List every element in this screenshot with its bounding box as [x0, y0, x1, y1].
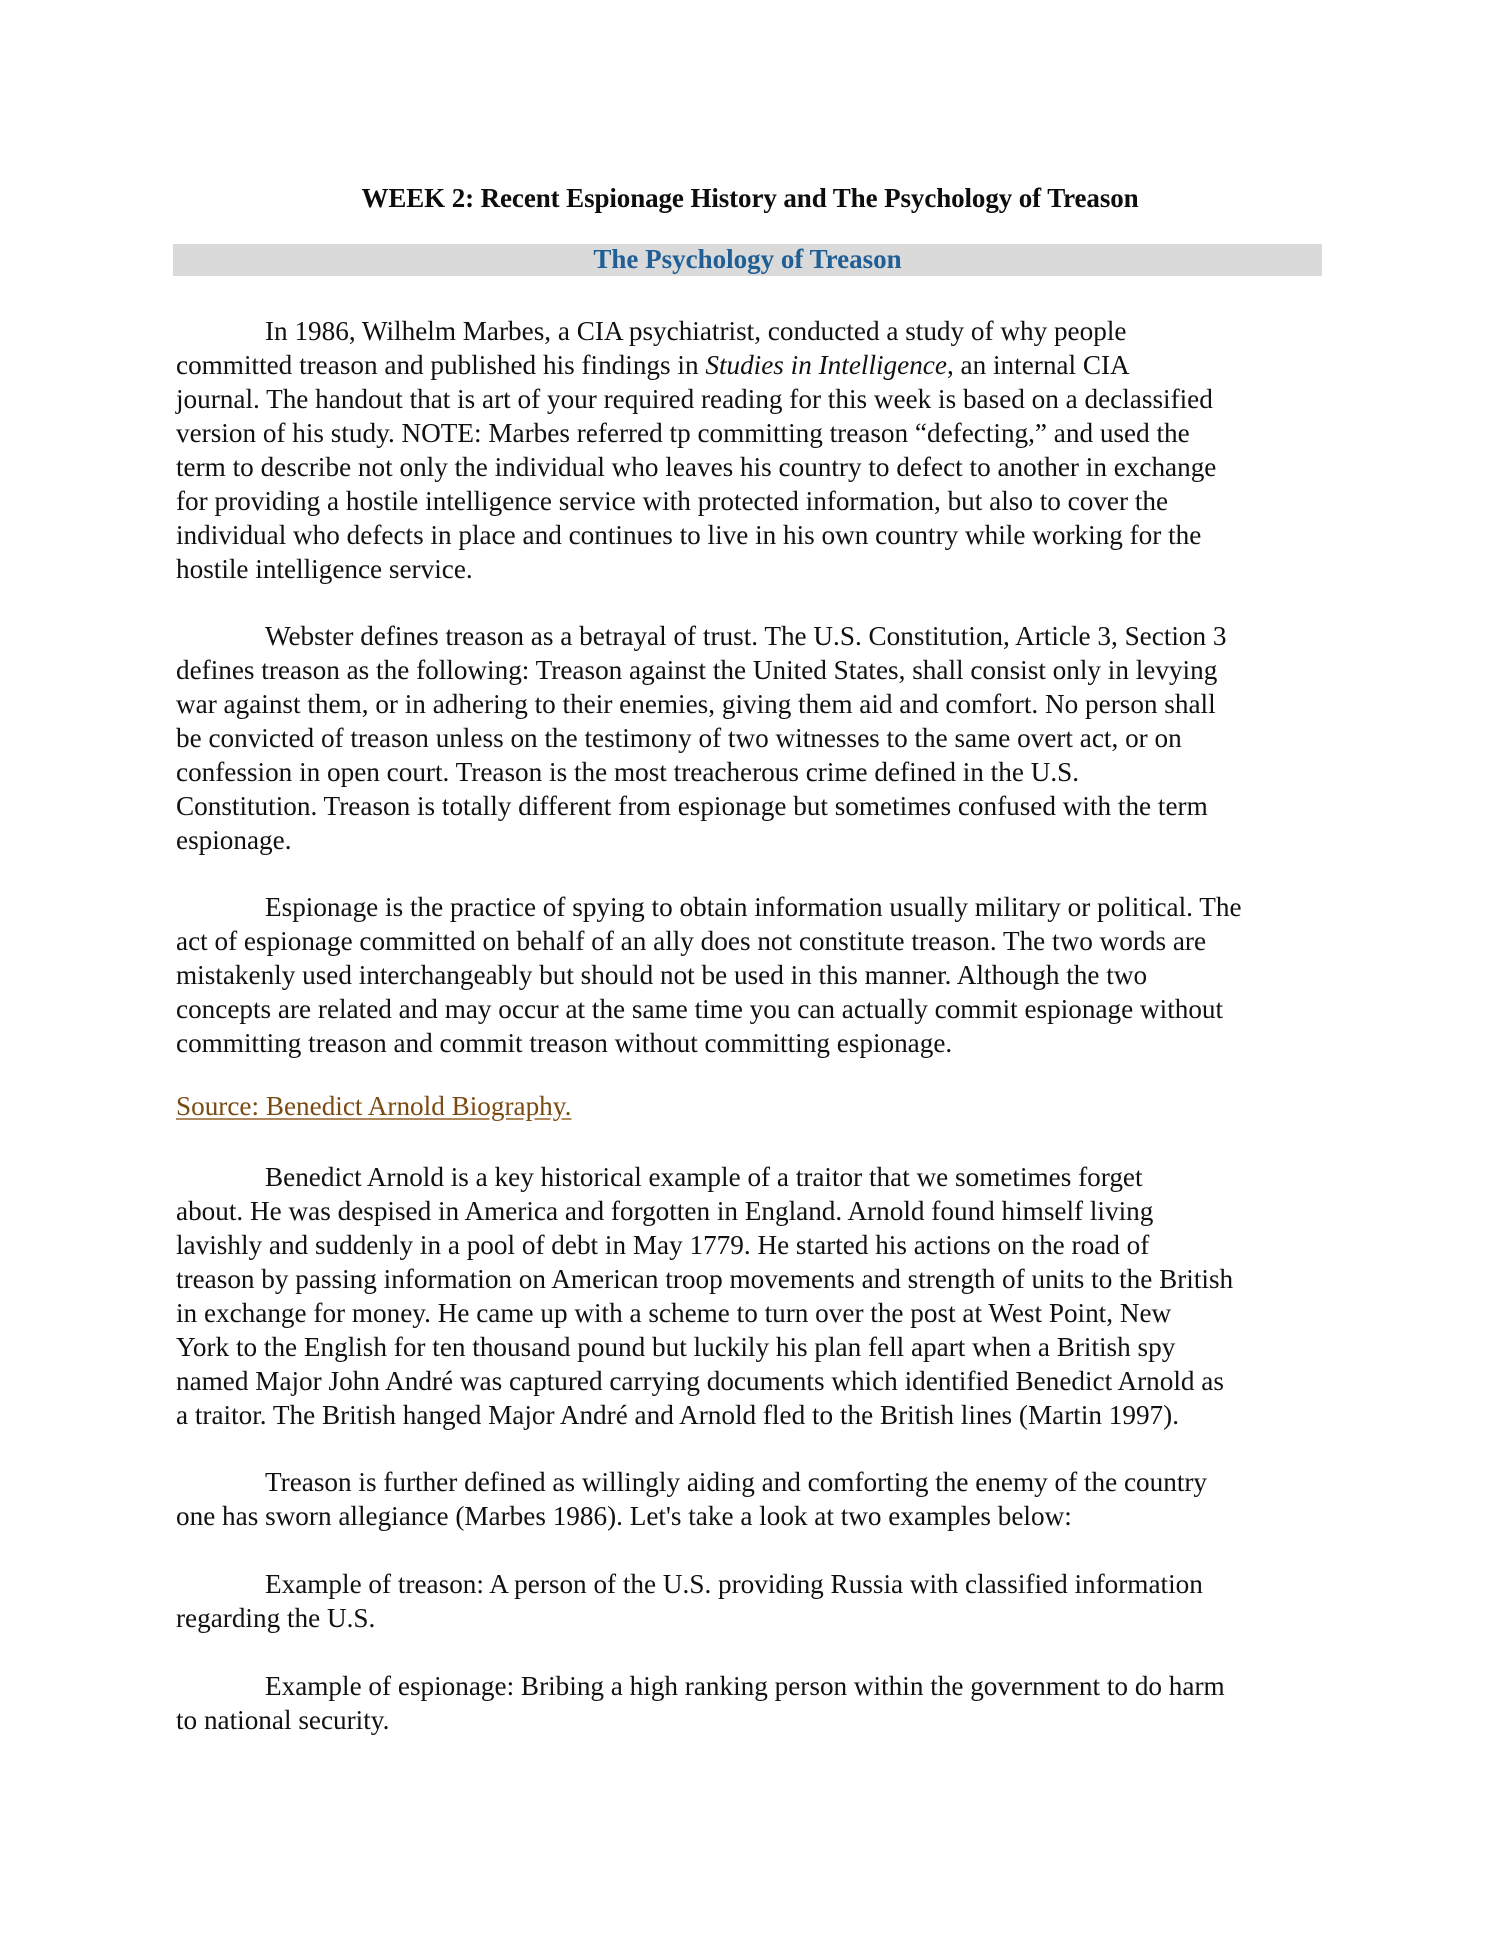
paragraph-line: mistakenly used interchangeably but should not be used in this manner. Although the two — [176, 960, 1148, 990]
journal-title-italic: Studies in Intelligence — [705, 350, 947, 380]
paragraph-line: to national security. — [176, 1705, 390, 1735]
paragraph-line: lavishly and suddenly in a pool of debt in May 1779. He started his actions on the road of — [176, 1230, 1150, 1260]
paragraph-line: individual who defects in place and continues to live in his own country while working for the — [176, 520, 1202, 550]
paragraph-line: term to describe not only the individual who leaves his country to defect to another in exchange — [176, 452, 1217, 482]
paragraph-line: one has sworn allegiance (Marbes 1986). Let's take a look at two examples below: — [176, 1501, 1072, 1531]
source-link-benedict-arnold-biography[interactable]: Source: Benedict Arnold Biography. — [176, 1091, 572, 1121]
paragraph-line: about. He was despised in America and forgotten in England. Arnold found himself living — [176, 1196, 1154, 1226]
paragraph-line: concepts are related and may occur at the same time you can actually commit espionage without — [176, 994, 1224, 1024]
text-run: committed treason and published his findings in — [176, 350, 706, 380]
paragraph-line: in exchange for money. He came up with a scheme to turn over the post at West Point, New — [176, 1298, 1172, 1328]
paragraph-line: named Major John André was captured carrying documents which identified Benedict Arnold as — [176, 1366, 1224, 1396]
paragraph-line: treason by passing information on American troop movements and strength of units to the British — [176, 1264, 1234, 1294]
paragraph-line: confession in open court. Treason is the most treacherous crime defined in the U.S. — [176, 757, 1080, 787]
paragraph-line: Constitution. Treason is totally different from espionage but sometimes confused with the term — [176, 791, 1208, 821]
paragraph-line: journal. The handout that is art of your required reading for this week is based on a declassified — [176, 384, 1213, 414]
page-title: WEEK 2: Recent Espionage History and The Psychology of Treason — [361, 183, 1139, 213]
paragraph-line: hostile intelligence service. — [176, 554, 473, 584]
paragraph-line: Example of espionage: Bribing a high ranking person within the government to do harm — [265, 1671, 1225, 1701]
paragraph-line: York to the English for ten thousand pound but luckily his plan fell apart when a British spy — [176, 1332, 1176, 1362]
paragraph-line: Treason is further defined as willingly aiding and comforting the enemy of the country — [265, 1467, 1208, 1497]
paragraph-line: Example of treason: A person of the U.S. providing Russia with classified information — [265, 1569, 1203, 1599]
paragraph-line: act of espionage committed on behalf of an ally does not constitute treason. The two words are — [176, 926, 1207, 956]
paragraph-line: Benedict Arnold is a key historical example of a traitor that we sometimes forget — [265, 1162, 1143, 1192]
paragraph-line: Webster defines treason as a betrayal of trust. The U.S. Constitution, Article 3, Section 3 — [265, 621, 1227, 651]
section-heading-bar — [173, 244, 1322, 276]
text-run: , an internal CIA — [946, 350, 1130, 380]
paragraph-line: In 1986, Wilhelm Marbes, a CIA psychiatrist, conducted a study of why people — [265, 316, 1127, 346]
paragraph-line: a traitor. The British hanged Major André and Arnold fled to the British lines (Martin 1997). — [176, 1400, 1179, 1430]
paragraph-line: espionage. — [176, 825, 292, 855]
paragraph-line: be convicted of treason unless on the testimony of two witnesses to the same overt act, or on — [176, 723, 1182, 753]
section-heading: The Psychology of Treason — [593, 244, 902, 274]
paragraph-line: for providing a hostile intelligence service with protected information, but also to cover the — [176, 486, 1169, 516]
paragraph-line: regarding the U.S. — [176, 1603, 376, 1633]
paragraph-line: defines treason as the following: Treason against the United States, shall consist only in levying — [176, 655, 1218, 685]
paragraph-line — [176, 348, 1130, 382]
paragraph-line: version of his study. NOTE: Marbes referred tp committing treason “defecting,” and used the — [176, 418, 1190, 448]
paragraph-line: war against them, or in adhering to their enemies, giving them aid and comfort. No person shall — [176, 689, 1216, 719]
paragraph-line: Espionage is the practice of spying to obtain information usually military or political. The — [265, 892, 1242, 922]
paragraph-line: committing treason and commit treason without committing espionage. — [176, 1028, 953, 1058]
